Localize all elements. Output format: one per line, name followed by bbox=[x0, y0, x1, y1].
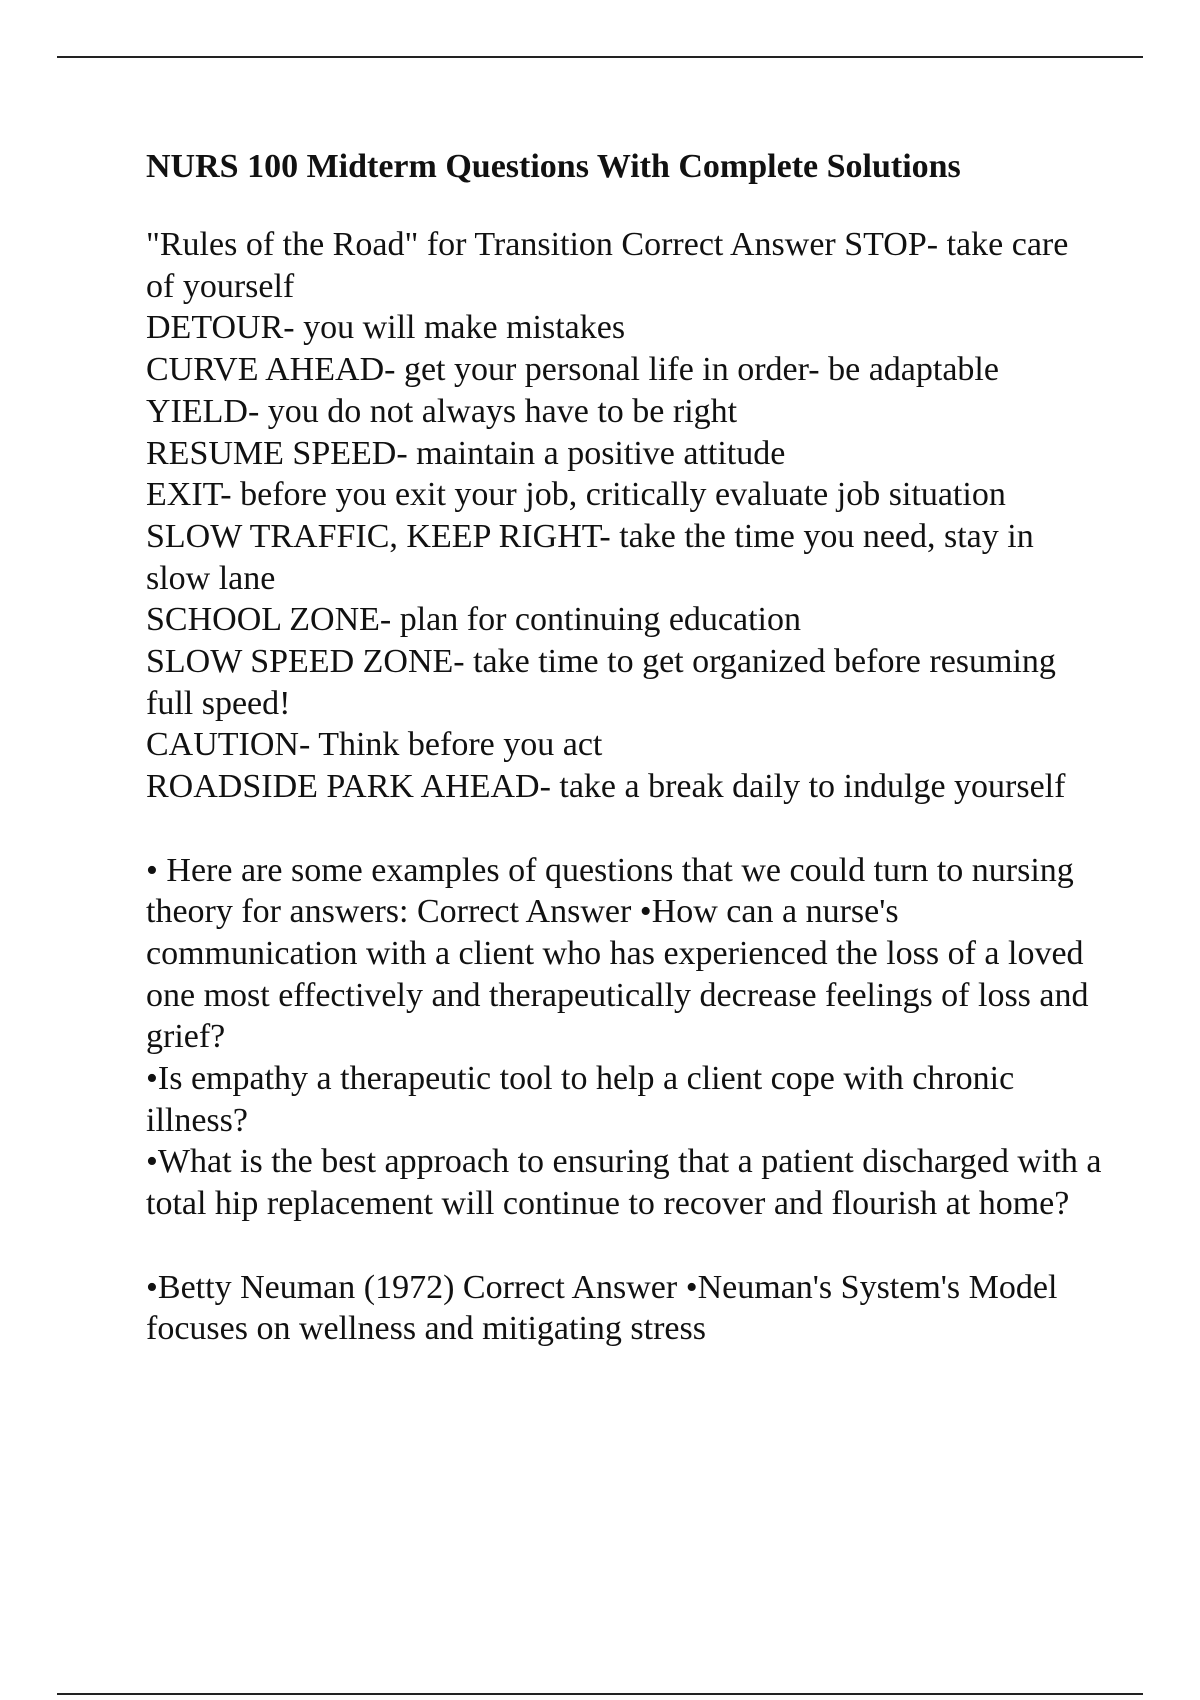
qa-entry-nursing-theory-questions bbox=[146, 850, 1102, 1225]
entry-line: CURVE AHEAD- get your personal life in order- be adaptable bbox=[146, 351, 999, 389]
document-body bbox=[146, 146, 1102, 1392]
entry-line: RESUME SPEED- maintain a positive attitude bbox=[146, 434, 786, 472]
entry-line: •Betty Neuman (1972) Correct Answer •Neuman's System's Model focuses on wellness and mitigating stress bbox=[146, 1268, 1058, 1348]
qa-entry-rules-of-the-road bbox=[146, 224, 1102, 808]
footer-rule bbox=[57, 1693, 1143, 1695]
entry-line: •Is empathy a therapeutic tool to help a client cope with chronic illness? bbox=[146, 1060, 1015, 1139]
entry-line: YIELD- you do not always have to be right bbox=[146, 392, 738, 430]
entry-line: DETOUR- you will make mistakes bbox=[146, 309, 626, 347]
entry-line: SCHOOL ZONE- plan for continuing education bbox=[146, 601, 801, 639]
document-title: NURS 100 Midterm Questions With Complete Solutions bbox=[146, 148, 961, 185]
entry-line: ROADSIDE PARK AHEAD- take a break daily to indulge yourself bbox=[146, 768, 1066, 806]
entry-line: "Rules of the Road" for Transition Correct Answer STOP- take care of yourself bbox=[146, 226, 1069, 305]
header-rule bbox=[57, 56, 1143, 58]
entry-line: SLOW SPEED ZONE- take time to get organized before resuming full speed! bbox=[146, 643, 1056, 722]
qa-entry-betty-neuman bbox=[146, 1267, 1102, 1350]
entry-line: •What is the best approach to ensuring that a patient discharged with a total hip replacement will continue to recover and flourish at home? bbox=[146, 1143, 1102, 1223]
entry-line: EXIT- before you exit your job, critically evaluate job situation bbox=[146, 476, 1006, 514]
entry-line: CAUTION- Think before you act bbox=[146, 726, 603, 764]
entry-line: SLOW TRAFFIC, KEEP RIGHT- take the time you need, stay in slow lane bbox=[146, 517, 1034, 597]
entry-line: • Here are some examples of questions that we could turn to nursing theory for answers: Correct Answer •How can a nurse's communication with a client who has experienced the loss of a loved one most effectively and therapeutically decrease feelings of loss and grief? bbox=[146, 851, 1089, 1056]
